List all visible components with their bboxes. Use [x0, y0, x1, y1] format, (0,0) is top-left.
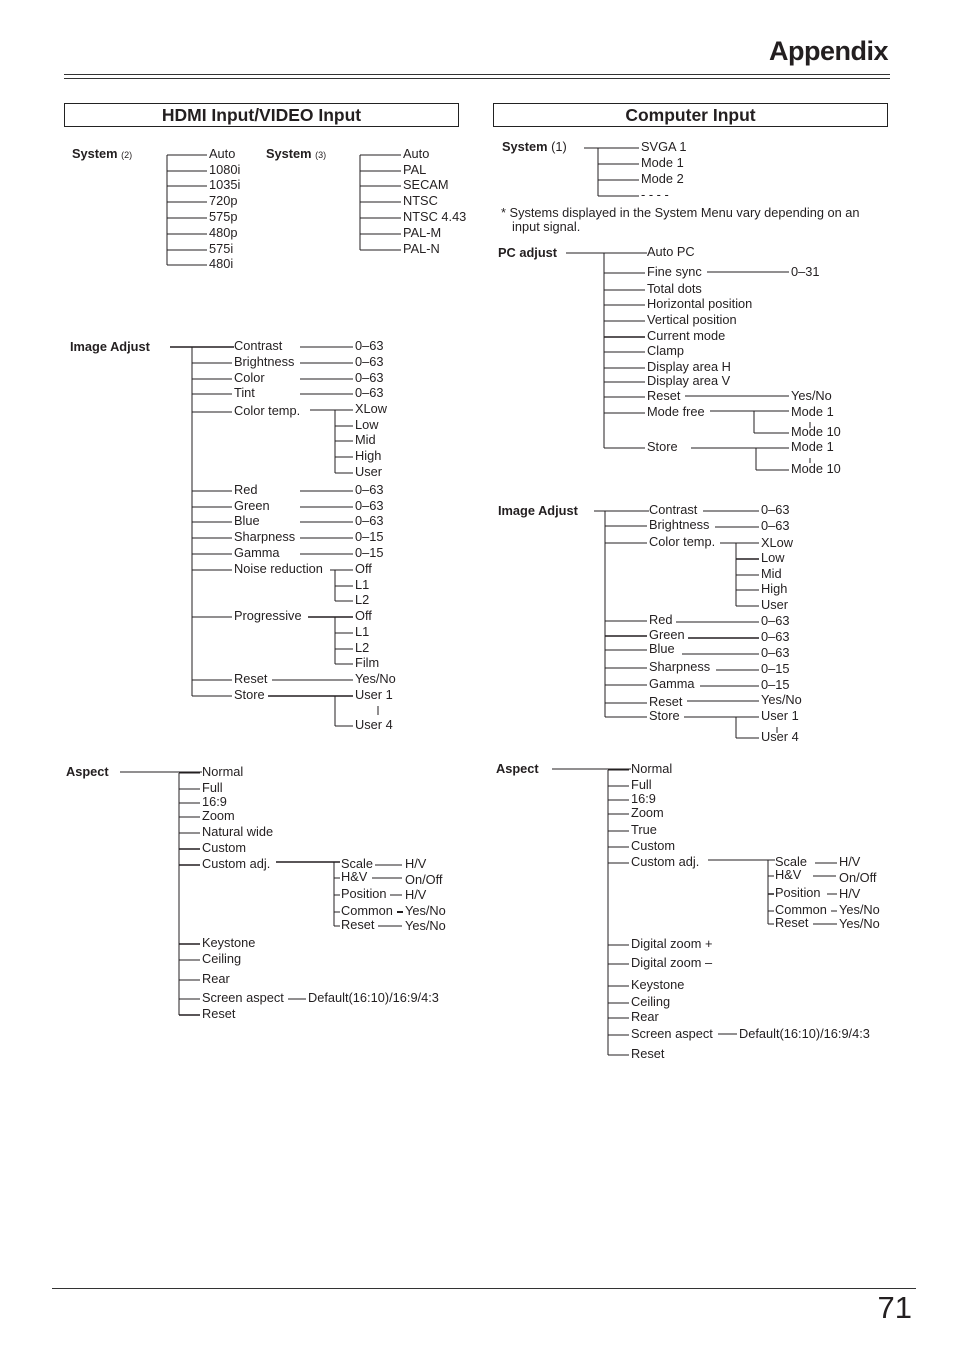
system2-item: 575i — [209, 241, 234, 256]
right-aspect-item: Rear — [631, 1009, 659, 1024]
right-aspect-item: Ceiling — [631, 994, 671, 1009]
system-menu-note — [501, 206, 891, 233]
left-progressive-option: Off — [355, 608, 372, 623]
left-custom-adj-value: H/V — [405, 856, 427, 871]
right-aspect-item: True — [631, 822, 657, 837]
right-color-temp-option: XLow — [761, 535, 794, 550]
left-image-adjust-value: 0–63 — [355, 513, 384, 528]
system2-item: Auto — [209, 146, 236, 161]
pc-adjust-item: Auto PC — [647, 244, 695, 259]
system3-heading-note: (3) — [315, 150, 327, 160]
left-color-temp-option: High — [355, 448, 382, 463]
left-aspect-item: Custom adj. — [202, 856, 271, 871]
system2-item: 575p — [209, 209, 238, 224]
system3-item: NTSC — [403, 193, 438, 208]
system2-item: 720p — [209, 193, 238, 208]
right-store-option: User 4 — [761, 729, 799, 744]
left-image-adjust-value: 0–63 — [355, 338, 384, 353]
right-image-adjust-item: Brightness — [649, 517, 710, 532]
left-image-adjust-heading-text: Image Adjust — [70, 339, 150, 354]
footer-rule — [52, 1288, 916, 1289]
pc-adjust-item: Total dots — [647, 281, 702, 296]
right-aspect-heading — [496, 762, 539, 776]
left-custom-adj-value: On/Off — [405, 872, 443, 887]
left-color-temp-option: Mid — [355, 432, 376, 447]
left-image-adjust-heading — [70, 340, 150, 354]
left-image-adjust-item: Brightness — [234, 354, 295, 369]
pc-adjust-item: Display area H — [647, 359, 731, 374]
right-image-adjust-value: 0–63 — [761, 629, 790, 644]
system1-item: Mode 2 — [641, 171, 684, 186]
system3-heading — [266, 147, 326, 162]
right-aspect-item: Custom — [631, 838, 676, 853]
left-store-option: User 1 — [355, 687, 393, 702]
system2-heading-text: System — [72, 146, 118, 161]
right-custom-adj-item: Common — [775, 902, 827, 917]
right-aspect-item: Normal — [631, 761, 673, 776]
right-image-adjust-value: 0–63 — [761, 518, 790, 533]
left-color-temp-option: User — [355, 464, 383, 479]
pc-adjust-item: Mode free — [647, 404, 705, 419]
fine-sync-value: 0–31 — [791, 264, 820, 279]
pc-adjust-item: Display area V — [647, 373, 731, 388]
left-image-adjust-value: 0–63 — [355, 385, 384, 400]
left-custom-adj-item: Scale — [341, 856, 374, 871]
right-custom-adj-value: On/Off — [839, 870, 877, 885]
left-reset-value: Yes/No — [355, 671, 396, 686]
right-color-temp-option: User — [761, 597, 789, 612]
left-aspect-item: Ceiling — [202, 951, 242, 966]
left-image-adjust-item: Color — [234, 370, 265, 385]
right-screen-aspect-value: Default(16:10)/16:9/4:3 — [739, 1026, 870, 1041]
right-aspect-item: Custom adj. — [631, 854, 700, 869]
system3-item: PAL — [403, 162, 427, 177]
left-custom-adj-value: H/V — [405, 887, 427, 902]
left-image-adjust-item: Reset — [234, 671, 268, 686]
right-image-adjust-heading — [498, 504, 578, 518]
left-noise-reduction-option: Off — [355, 561, 372, 576]
hdmi-video-section-header: HDMI Input/VIDEO Input — [64, 103, 459, 127]
system2-item: 1035i — [209, 177, 241, 192]
system3-item: SECAM — [403, 177, 449, 192]
right-image-adjust-value: 0–63 — [761, 613, 790, 628]
right-image-adjust-item: Red — [649, 612, 673, 627]
right-aspect-item: Zoom — [631, 805, 664, 820]
left-color-temp-option: Low — [355, 417, 379, 432]
system2-item: 480i — [209, 256, 234, 271]
left-noise-reduction-option: L2 — [355, 592, 370, 607]
left-aspect-item: Normal — [202, 764, 244, 779]
right-custom-adj-item: Position — [775, 885, 821, 900]
page-number: 71 — [877, 1290, 912, 1325]
left-aspect-heading — [66, 765, 109, 779]
system1-item: - - - - — [641, 187, 669, 202]
left-custom-adj-item: Reset — [341, 917, 375, 932]
left-custom-adj-item: Position — [341, 886, 387, 901]
right-aspect-item: Screen aspect — [631, 1026, 713, 1041]
right-color-temp-option: Low — [761, 550, 785, 565]
pc-adjust-item: Fine sync — [647, 264, 702, 279]
right-image-adjust-heading-text: Image Adjust — [498, 503, 578, 518]
mode-free-option: Mode 10 — [791, 424, 841, 439]
right-aspect-item: Full — [631, 777, 652, 792]
right-aspect-item: 16:9 — [631, 791, 656, 806]
left-image-adjust-item: Contrast — [234, 338, 283, 353]
system1-item: SVGA 1 — [641, 139, 687, 154]
left-image-adjust-item: Tint — [234, 385, 255, 400]
left-aspect-item: Zoom — [202, 808, 235, 823]
page-title: Appendix — [768, 36, 888, 66]
note-line-2: input signal. — [512, 218, 581, 234]
left-image-adjust-item: Gamma — [234, 545, 280, 560]
right-image-adjust-item: Blue — [649, 641, 675, 656]
left-aspect-heading-text: Aspect — [66, 764, 109, 779]
left-aspect-item: Natural wide — [202, 824, 274, 839]
right-custom-adj-item: H&V — [775, 867, 802, 882]
right-image-adjust-value: 0–15 — [761, 661, 790, 676]
left-image-adjust-item: Sharpness — [234, 529, 296, 544]
left-image-adjust-item: Progressive — [234, 608, 302, 623]
pc-adjust-item: Current mode — [647, 328, 726, 343]
computer-input-section-header: Computer Input — [493, 103, 888, 127]
right-custom-adj-item: Scale — [775, 854, 808, 869]
left-custom-adj-item: H&V — [341, 869, 368, 884]
pc-adjust-heading — [498, 246, 557, 260]
right-image-adjust-value: 0–63 — [761, 502, 790, 517]
left-image-adjust-value: 0–63 — [355, 498, 384, 513]
left-image-adjust-item: Green — [234, 498, 270, 513]
right-aspect-item: Digital zoom + — [631, 936, 713, 951]
left-image-adjust-value: 0–63 — [355, 370, 384, 385]
pc-adjust-item: Store — [647, 439, 678, 454]
right-custom-adj-value: H/V — [839, 854, 861, 869]
right-color-temp-option: High — [761, 581, 788, 596]
pc-reset-value: Yes/No — [791, 388, 832, 403]
right-color-temp-option: Mid — [761, 566, 782, 581]
right-aspect-item: Digital zoom – — [631, 955, 713, 970]
right-custom-adj-item: Reset — [775, 915, 809, 930]
left-progressive-option: Film — [355, 655, 380, 670]
system2-heading-note: (2) — [121, 150, 133, 160]
left-store-option: User 4 — [355, 717, 393, 732]
left-image-adjust-value: 0–63 — [355, 354, 384, 369]
right-custom-adj-value: Yes/No — [839, 916, 880, 931]
right-aspect-item: Keystone — [631, 977, 685, 992]
right-image-adjust-value: 0–15 — [761, 677, 790, 692]
left-color-temp-option: XLow — [355, 401, 388, 416]
right-image-adjust-item: Store — [649, 708, 680, 723]
left-image-adjust-item: Blue — [234, 513, 260, 528]
pc-adjust-item: Clamp — [647, 343, 684, 358]
right-image-adjust-value: 0–63 — [761, 645, 790, 660]
left-image-adjust-value: 0–15 — [355, 545, 384, 560]
right-image-adjust-item: Color temp. — [649, 534, 716, 549]
left-image-adjust-value: 0–63 — [355, 482, 384, 497]
left-aspect-item: Reset — [202, 1006, 236, 1021]
right-aspect-heading-text: Aspect — [496, 761, 539, 776]
store-mode-option: Mode 10 — [791, 461, 841, 476]
right-image-adjust-item: Green — [649, 627, 685, 642]
pc-adjust-item: Horizontal position — [647, 296, 753, 311]
right-store-option: User 1 — [761, 708, 799, 723]
left-aspect-item: Keystone — [202, 935, 256, 950]
right-custom-adj-value: H/V — [839, 886, 861, 901]
system3-item: NTSC 4.43 — [403, 209, 467, 224]
system1-heading — [502, 140, 567, 154]
pc-adjust-heading-text: PC adjust — [498, 245, 558, 260]
left-progressive-option: L2 — [355, 640, 370, 655]
right-custom-adj-value: Yes/No — [839, 902, 880, 917]
left-noise-reduction-option: L1 — [355, 577, 370, 592]
right-image-adjust-item: Contrast — [649, 502, 698, 517]
system1-item: Mode 1 — [641, 155, 684, 170]
right-image-adjust-item: Sharpness — [649, 659, 711, 674]
left-aspect-item: Rear — [202, 971, 230, 986]
right-aspect-item: Reset — [631, 1046, 665, 1061]
system2-item: 1080i — [209, 162, 241, 177]
left-aspect-item: Custom — [202, 840, 247, 855]
system3-item: PAL-N — [403, 241, 440, 256]
left-image-adjust-item: Noise reduction — [234, 561, 323, 576]
right-image-adjust-item: Gamma — [649, 676, 695, 691]
right-image-adjust-item: Reset — [649, 694, 683, 709]
left-image-adjust-item: Color temp. — [234, 403, 301, 418]
system1-heading-note: (1) — [551, 139, 567, 154]
left-aspect-item: Screen aspect — [202, 990, 284, 1005]
system3-heading-text: System — [266, 146, 312, 161]
mode-free-option: Mode 1 — [791, 404, 834, 419]
pc-adjust-item: Reset — [647, 388, 681, 403]
system2-heading — [72, 147, 132, 162]
left-aspect-item: 16:9 — [202, 794, 227, 809]
left-aspect-item: Full — [202, 780, 223, 795]
note-line-1: * Systems displayed in the System Menu vary depending on an — [501, 205, 860, 220]
pc-adjust-item: Vertical position — [647, 312, 737, 327]
left-screen-aspect-value: Default(16:10)/16:9/4:3 — [308, 990, 439, 1005]
system3-item: Auto — [403, 146, 430, 161]
system3-item: PAL-M — [403, 225, 442, 240]
left-image-adjust-value: 0–15 — [355, 529, 384, 544]
left-custom-adj-value: Yes/No — [405, 903, 446, 918]
left-progressive-option: L1 — [355, 624, 370, 639]
left-image-adjust-item: Store — [234, 687, 265, 702]
left-custom-adj-value: Yes/No — [405, 918, 446, 933]
system2-item: 480p — [209, 225, 238, 240]
left-image-adjust-item: Red — [234, 482, 258, 497]
right-image-adjust-value: Yes/No — [761, 692, 802, 707]
store-mode-option: Mode 1 — [791, 439, 834, 454]
left-custom-adj-item: Common — [341, 903, 393, 918]
system1-heading-text: System — [502, 139, 548, 154]
